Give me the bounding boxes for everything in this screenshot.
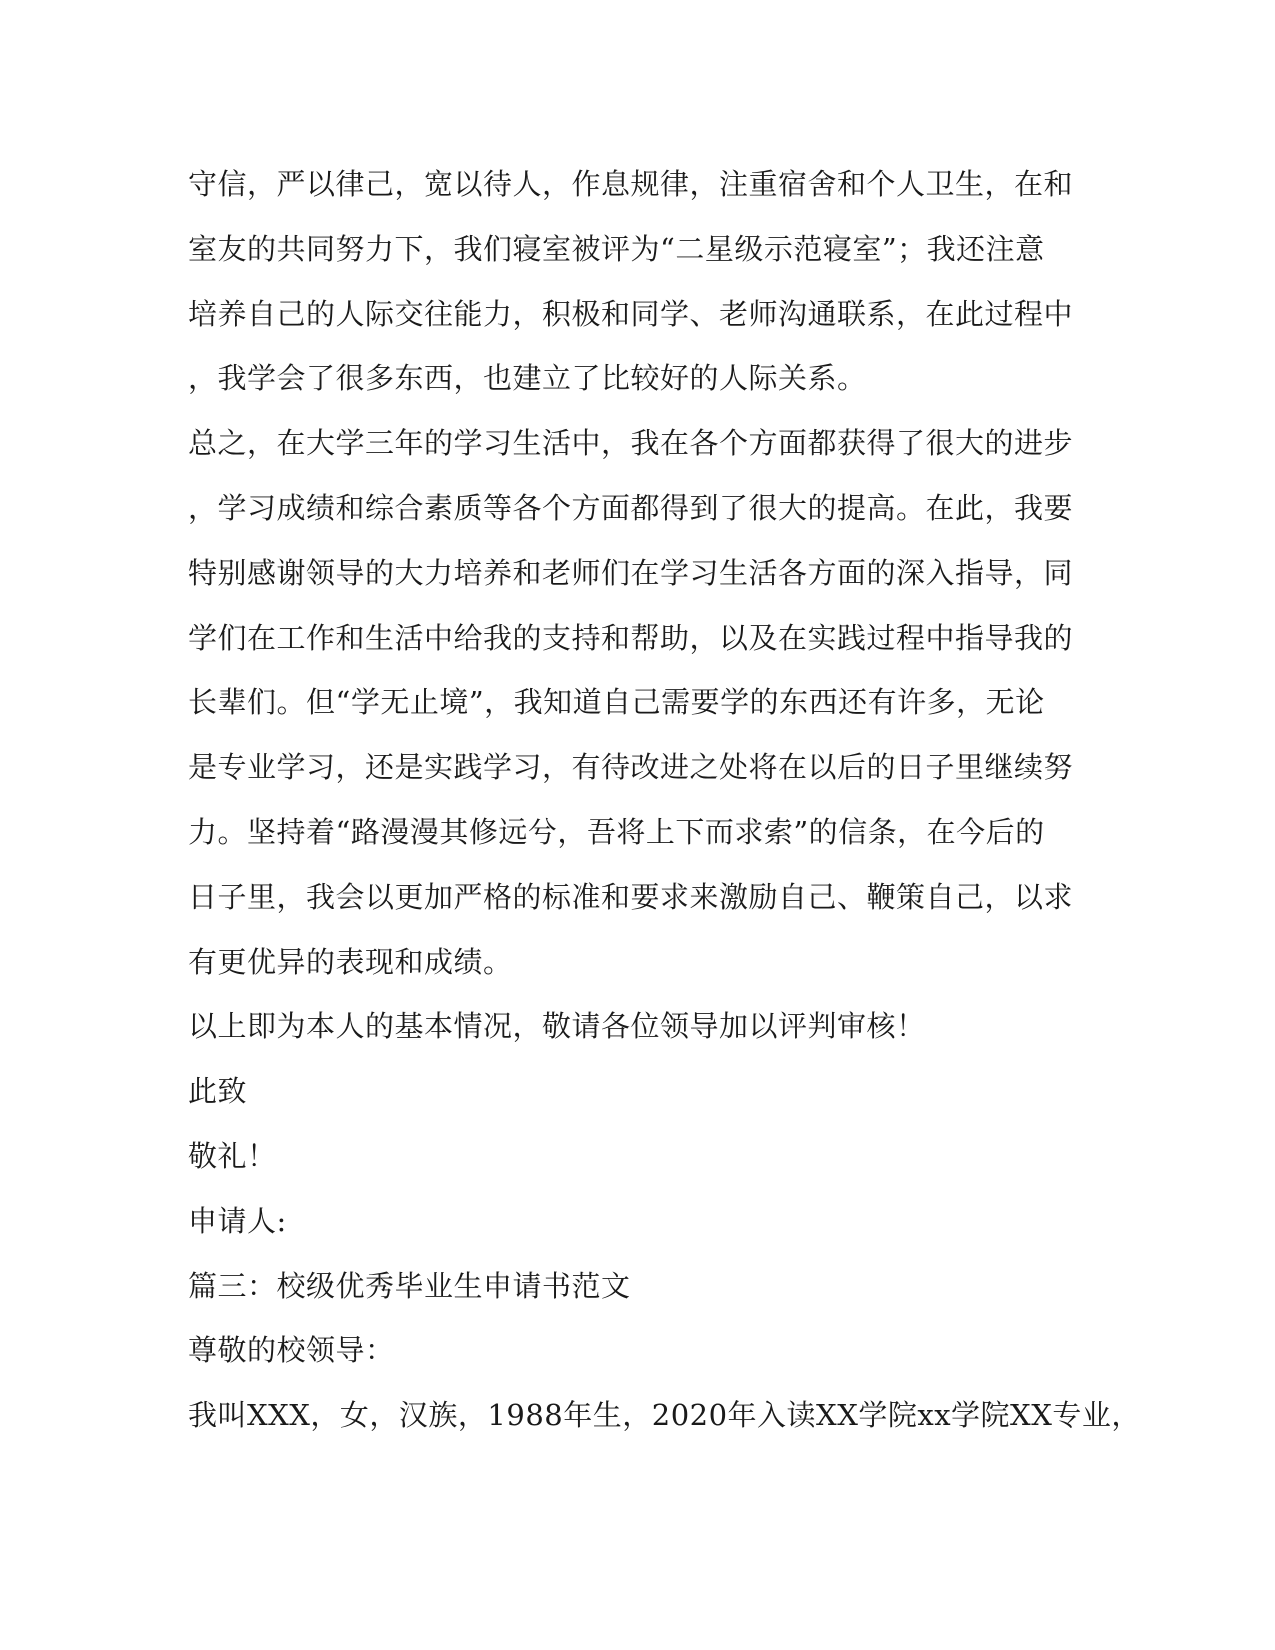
text-line: ，我学会了很多东西，也建立了比较好的人际关系。: [188, 361, 867, 396]
text-line: 是专业学习，还是实践学习，有待改进之处将在以后的日子里继续努: [188, 750, 1074, 785]
letter-greeting: 尊敬的校领导：: [188, 1333, 395, 1368]
text-line: 以上即为本人的基本情况，敬请各位领导加以评判审核！: [188, 1009, 926, 1044]
text-line: 总之，在大学三年的学习生活中，我在各个方面都获得了很大的进步: [188, 426, 1074, 461]
text-line: 学们在工作和生活中给我的支持和帮助，以及在实践过程中指导我的: [188, 620, 1074, 655]
text-line: 有更优异的表现和成绩。: [188, 944, 513, 979]
text-line: 力。坚持着“路漫漫其修远兮，吾将上下而求索”的信条，在今后的: [188, 814, 1045, 849]
text-line: 特别感谢领导的大力培养和老师们在学习生活各方面的深入指导，同: [188, 555, 1074, 590]
document-body: [188, 152, 1141, 1448]
text-line: 我叫XXX，女，汉族，1988年生，2020年入读XX学院xx学院XX专业，: [188, 1398, 1141, 1433]
text-line: 长辈们。但“学无止境”，我知道自己需要学的东西还有许多，无论: [188, 685, 1045, 720]
text-line: 室友的共同努力下，我们寝室被评为“二星级示范寝室”；我还注意: [188, 231, 1045, 266]
salutation-regards: 敬礼！: [188, 1138, 277, 1173]
text-line: 日子里，我会以更加严格的标准和要求来激励自己、鞭策自己，以求: [188, 879, 1074, 914]
text-line: ，学习成绩和综合素质等各个方面都得到了很大的提高。在此，我要: [188, 490, 1074, 525]
section-heading: 篇三：校级优秀毕业生申请书范文: [188, 1268, 631, 1303]
salutation-closing: 此致: [188, 1074, 248, 1109]
applicant-label: 申请人:: [188, 1203, 287, 1238]
text-line: 守信，严以律己，宽以待人，作息规律，注重宿舍和个人卫生，在和: [188, 167, 1074, 201]
text-line: 培养自己的人际交往能力，积极和同学、老师沟通联系，在此过程中: [188, 296, 1074, 331]
